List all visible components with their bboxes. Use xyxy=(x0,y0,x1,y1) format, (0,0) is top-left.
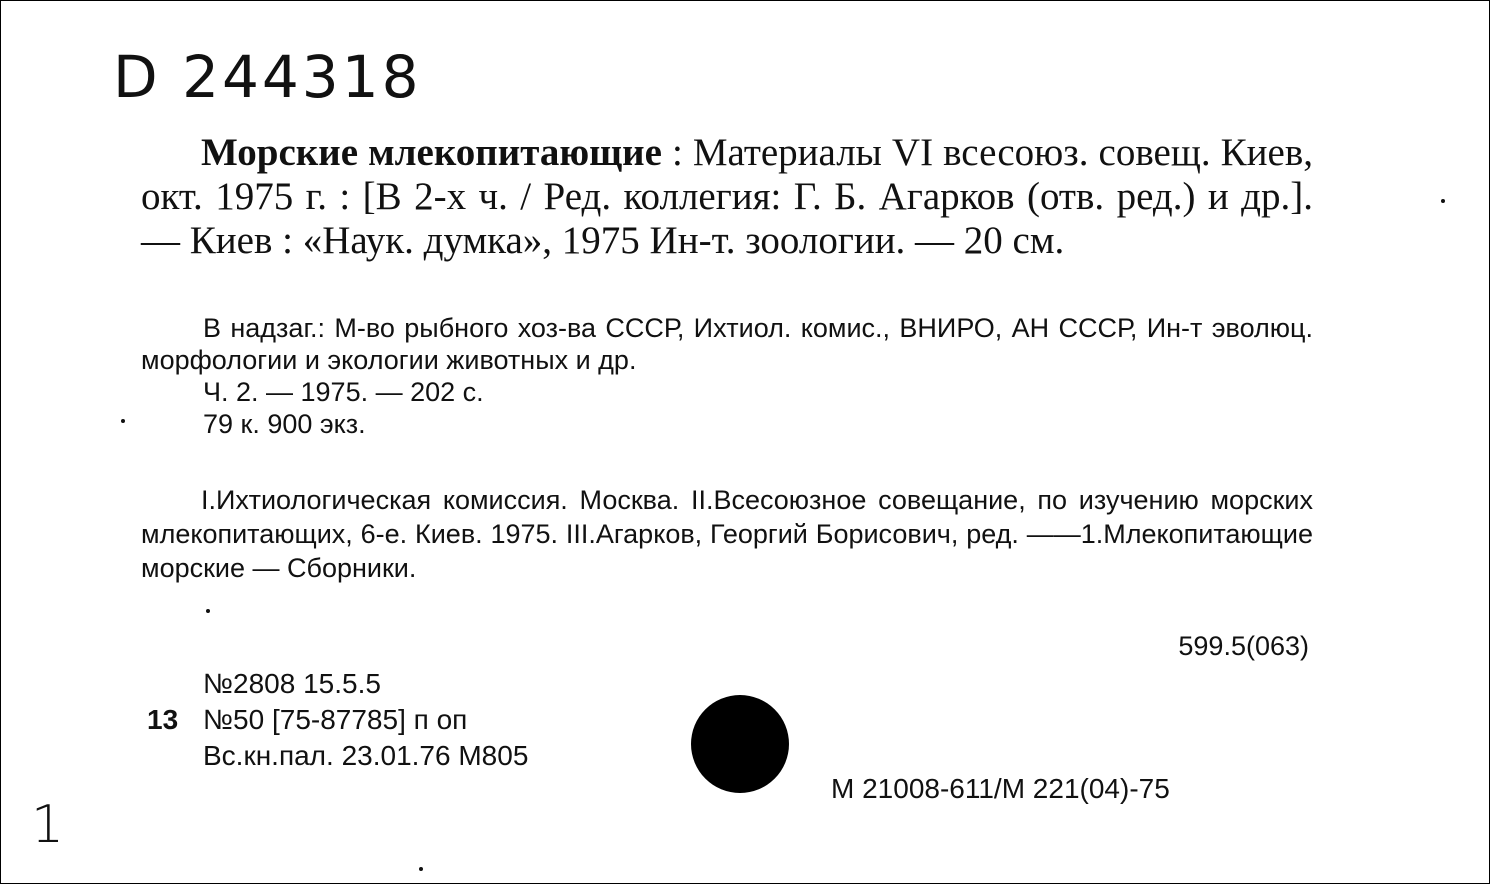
acq-line-3: Вс.кн.пал. 23.01.76 М805 xyxy=(203,740,529,771)
handwritten-number: 1 xyxy=(31,795,65,855)
acquisition-info xyxy=(147,666,528,774)
note-sponsors: В надзаг.: М-во рыбного хоз-ва СССР, Ихтиол. комис., ВНИРО, АН СССР, Ин-т эволюц. морфологии и экологии животных и др. xyxy=(141,313,1313,375)
punch-hole xyxy=(691,695,789,793)
note-sponsors-line xyxy=(141,312,1313,376)
title-main: Морские млекопитающие xyxy=(201,131,662,174)
ink-speck xyxy=(206,609,210,613)
acq-row-1 xyxy=(147,666,528,702)
shelfmark: D 244318 xyxy=(113,43,422,111)
acq-line-2: №50 [75-87785] п оп xyxy=(203,704,468,735)
classification-number: 599.5(063) xyxy=(1178,631,1309,661)
ink-speck xyxy=(1441,199,1445,203)
title-description: : Материалы VI всесоюз. совещ. Киев, окт. 1975 г. : [В 2-х ч. / Ред. коллегия: Г. Б. Агарков (отв. ред.) и др.]. — Киев : «Наук. думка», 1975 Ин-т. зоологии. — 20 см. xyxy=(141,131,1314,262)
acq-line-1: №2808 15.5.5 xyxy=(203,668,381,699)
acq-label-13: 13 xyxy=(147,704,179,735)
ink-speck xyxy=(419,867,423,871)
note-price: 79 к. 900 экз. xyxy=(203,409,366,439)
tracings-text: I.Ихтиологическая комиссия. Москва. II.Всесоюзное совещание, по изучению морских млекопитающих, 6-е. Киев. 1975. III.Агарков, Георгий Борисович, ред. ——1.Млекопитающие морские — Сборники. xyxy=(141,485,1313,583)
title-block xyxy=(141,131,1313,263)
acq-row-3 xyxy=(147,738,528,774)
acq-row-2 xyxy=(147,702,528,738)
tracings xyxy=(141,483,1313,585)
notes-block xyxy=(141,312,1313,440)
note-part: Ч. 2. — 1975. — 202 с. xyxy=(203,377,484,407)
ink-speck xyxy=(121,419,125,423)
catalog-code: М 21008-611/М 221(04)-75 xyxy=(831,773,1170,804)
